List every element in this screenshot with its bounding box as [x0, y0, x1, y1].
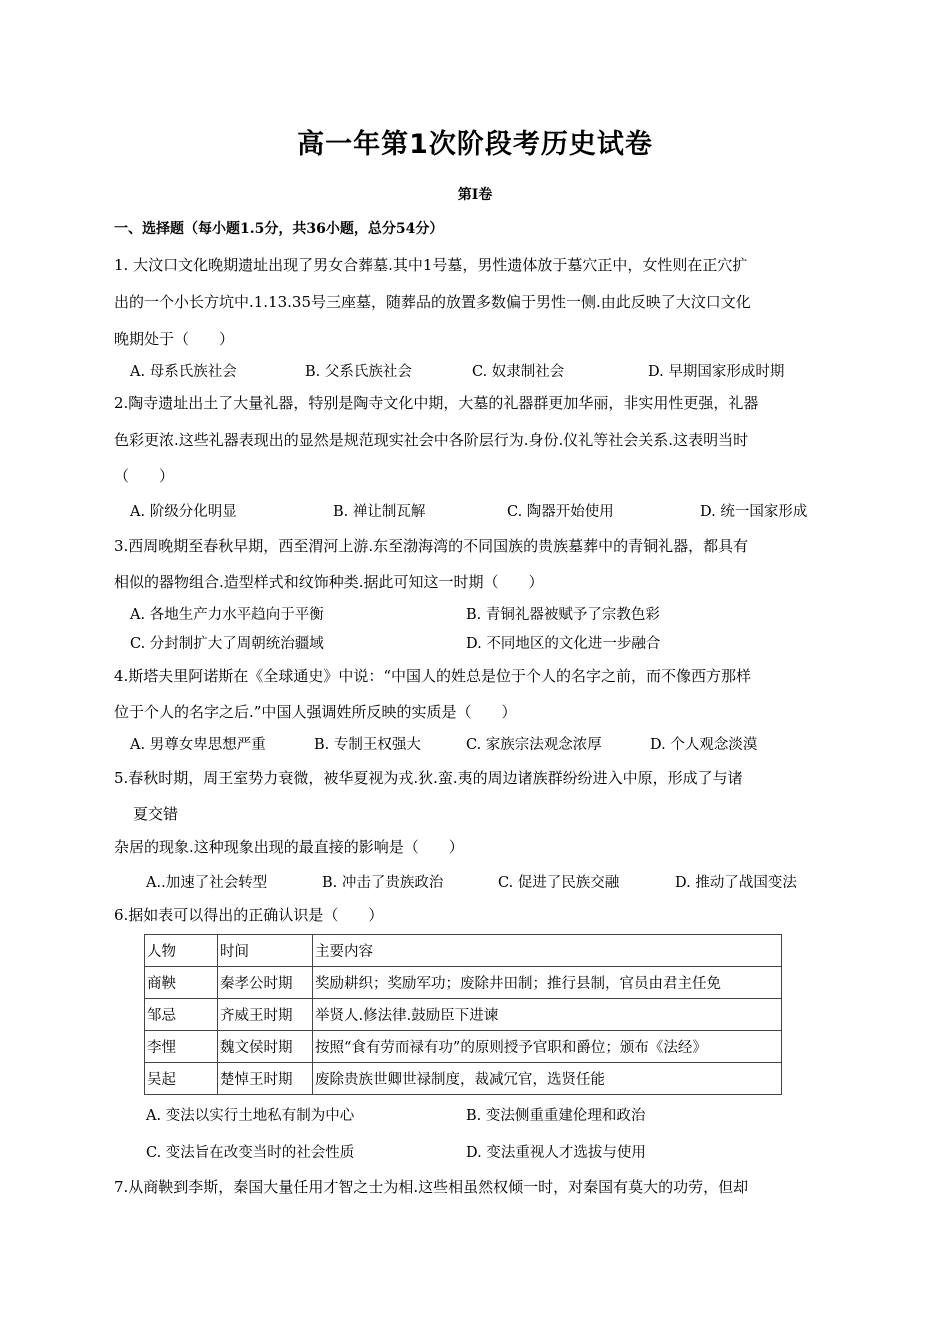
question-text-line: 2.陶寺遗址出土了大量礼器，特别是陶寺文化中期，大墓的礼器群更加华丽，非实用性更强，礼器 [114, 394, 759, 412]
question-text-line: 晚期处于（ ） [114, 330, 235, 348]
option-b: B. 禅让制瓦解 [333, 504, 426, 520]
table-cell-person: 李悝 [145, 1031, 218, 1063]
option-c: C. 家族宗法观念浓厚 [466, 737, 602, 753]
option-c: C. 促进了民族交融 [498, 875, 620, 891]
question-text-line: 1. 大汶口文化晚期遗址出现了男女合葬墓.其中1号墓，男性遗体放于墓穴正中，女性则在正穴扩 [114, 256, 748, 274]
option-a: A. 各地生产力水平趋向于平衡 [130, 607, 324, 623]
table-cell-content: 按照“食有劳而禄有功”的原则授予官职和爵位；颁布《法经》 [313, 1031, 782, 1063]
question-text-line: 位于个人的名字之后.”中国人强调姓所反映的实质是（ ） [114, 703, 517, 721]
question-text-line: 7.从商鞅到李斯，秦国大量任用才智之士为相.这些相虽然权倾一时，对秦国有莫大的功劳，但却 [114, 1178, 749, 1196]
question-text-line: 相似的器物组合.造型样式和纹饰种类.据此可知这一时期（ ） [114, 573, 544, 591]
table-header-cell: 主要内容 [313, 935, 782, 967]
table-cell-content: 奖励耕织；奖励军功；废除井田制；推行县制，官员由君主任免 [313, 967, 782, 999]
exam-title: 高一年第1次阶段考历史试卷 [297, 129, 653, 160]
table-cell-person: 邹忌 [145, 999, 218, 1031]
option-a: A. 男尊女卑思想严重 [130, 737, 266, 753]
option-c: C. 变法旨在改变当时的社会性质 [146, 1145, 355, 1161]
option-d: D. 推动了战国变法 [675, 875, 797, 891]
option-b: B. 冲击了贵族政治 [322, 875, 444, 891]
option-a: A. 母系氏族社会 [130, 364, 237, 380]
question-text-line: （ ） [114, 467, 175, 485]
table-header-cell: 时间 [218, 935, 313, 967]
table-cell-content: 举贤人.修法律.鼓励臣下进谏 [313, 999, 782, 1031]
table-cell-period: 齐威王时期 [218, 999, 313, 1031]
option-a: A. 阶级分化明显 [130, 504, 237, 520]
question-text-line: 6.据如表可以得出的正确认识是（ ） [114, 906, 384, 924]
table-row [145, 1063, 782, 1095]
table-header-cell: 人物 [145, 935, 218, 967]
table-cell-person: 商鞅 [145, 967, 218, 999]
option-d: D. 统一国家形成 [700, 504, 808, 520]
table-row [145, 999, 782, 1031]
table-row [145, 1031, 782, 1063]
question-text-line: 5.春秋时期，周王室势力衰微，被华夏视为戎.狄.蛮.夷的周边诸族群纷纷进入中原，形成了与诸 [114, 769, 743, 787]
option-d: D. 早期国家形成时期 [648, 364, 785, 380]
reform-table [144, 934, 782, 1095]
option-d: D. 个人观念淡漠 [650, 737, 758, 753]
option-b: B. 专制王权强大 [314, 737, 421, 753]
option-b: B. 青铜礼器被赋予了宗教色彩 [466, 607, 660, 623]
question-text-line: 杂居的现象.这种现象出现的最直接的影响是（ ） [114, 838, 464, 856]
question-text-line: 色彩更浓.这些礼器表现出的显然是规范现实社会中各阶层行为.身份.仪礼等社会关系.这表明当时 [114, 431, 749, 449]
question-text-line: 3.西周晚期至春秋早期，西至渭河上游.东至渤海湾的不同国族的贵族墓葬中的青铜礼器，都具有 [114, 537, 749, 555]
section-heading: 一、选择题（每小题1.5分，共36小题，总分54分） [114, 221, 444, 237]
option-d: D. 变法重视人才选拔与使用 [466, 1145, 646, 1161]
option-a: A. 变法以实行土地私有制为中心 [146, 1108, 355, 1124]
table-cell-period: 楚悼王时期 [218, 1063, 313, 1095]
option-c: C. 奴隶制社会 [472, 364, 565, 380]
question-text-line: 出的一个小长方坑中.1.13.35号三座墓，随葬品的放置多数偏于男性一侧.由此反映了大汶口文化 [114, 293, 751, 311]
table-row [145, 967, 782, 999]
table-cell-period: 魏文侯时期 [218, 1031, 313, 1063]
question-text-line: 4.斯塔夫里阿诺斯在《全球通史》中说：“中国人的姓总是位于个人的名字之前，而不像西方那样 [114, 667, 751, 685]
table-cell-period: 秦孝公时期 [218, 967, 313, 999]
table-cell-person: 吴起 [145, 1063, 218, 1095]
table-header-row [145, 935, 782, 967]
option-d: D. 不同地区的文化进一步融合 [466, 636, 661, 652]
option-a: A..加速了社会转型 [146, 875, 268, 891]
option-b: B. 变法侧重重建伦理和政治 [466, 1108, 646, 1124]
question-text-line: 夏交错 [133, 805, 179, 823]
option-c: C. 分封制扩大了周朝统治疆域 [130, 636, 324, 652]
option-b: B. 父系氏族社会 [305, 364, 412, 380]
option-c: C. 陶器开始使用 [507, 504, 614, 520]
table-cell-content: 废除贵族世卿世禄制度，裁减冗官，选贤任能 [313, 1063, 782, 1095]
volume-heading: 第I卷 [457, 187, 493, 203]
